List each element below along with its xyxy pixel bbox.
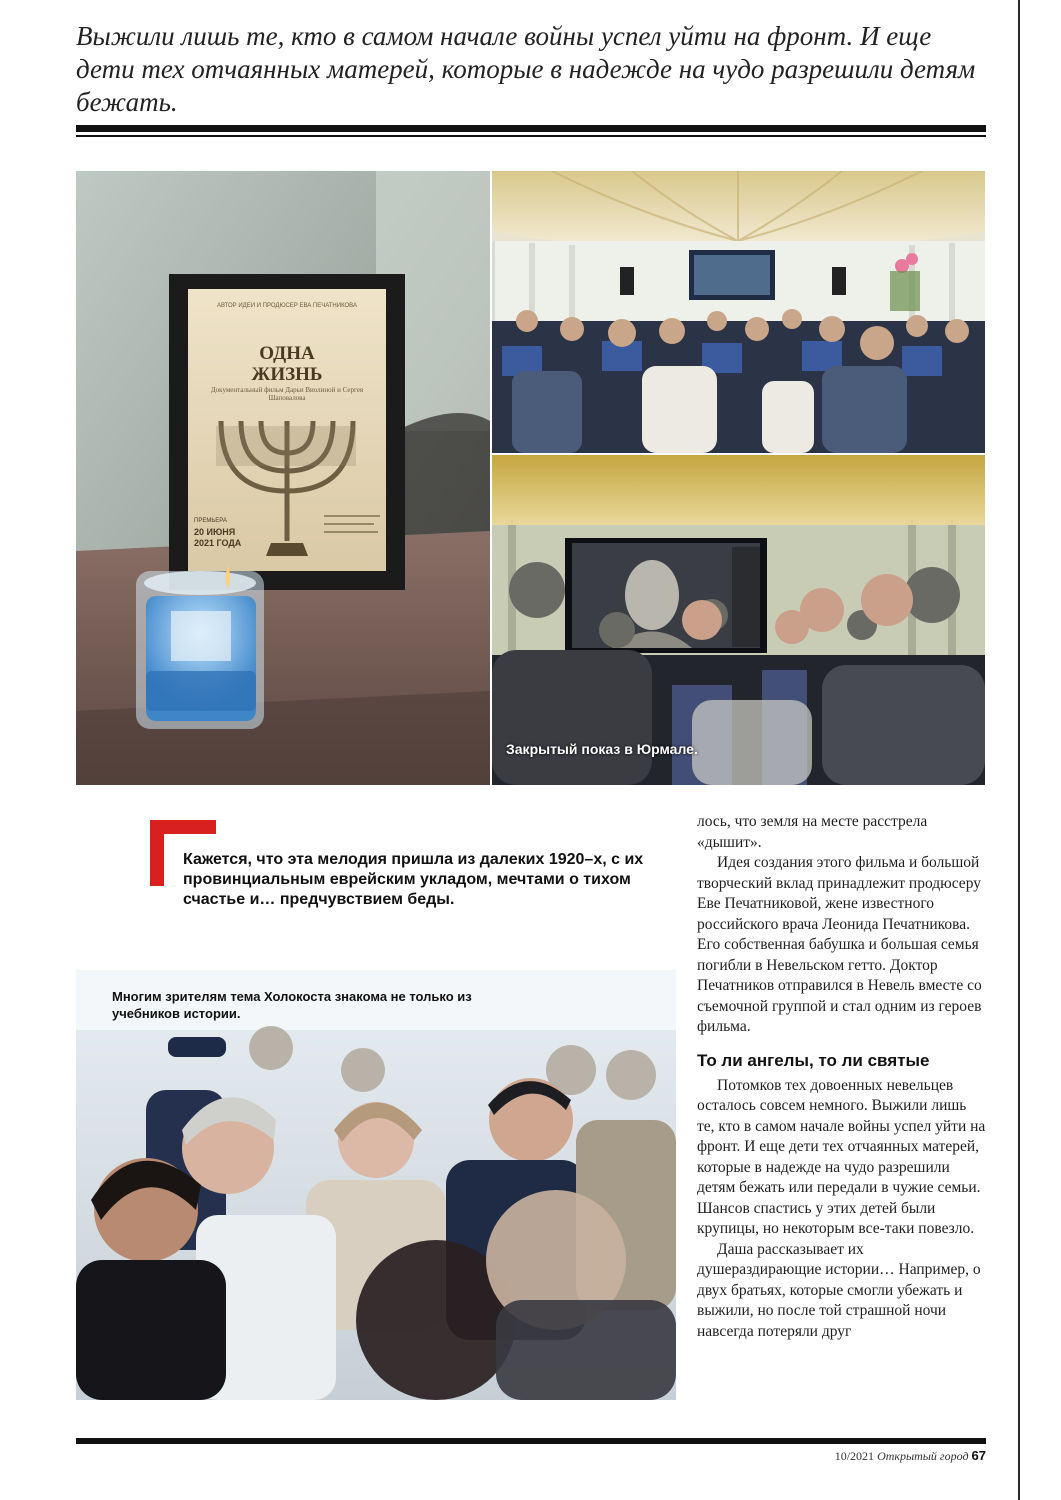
photo-audience: [76, 970, 676, 1400]
top-rule-thick: [76, 125, 986, 132]
photo-tent-hall: [492, 171, 985, 453]
right-margin-rule: [1018, 0, 1020, 1500]
footer-magazine: Открытый город: [877, 1449, 969, 1463]
top-rule-thin: [76, 135, 986, 137]
pull-quote: Выжили лишь те, кто в самом начале войны успел уйти на фронт. И еще дети тех отчаянных матерей, которые в надежде на чудо разрешили детям бежать.: [76, 21, 976, 117]
footer-issue: 10/2021: [834, 1449, 875, 1463]
bottom-rule: [76, 1438, 986, 1444]
page-number: 67: [971, 1448, 986, 1463]
article-heading: То ли ангелы, то ли святые: [697, 1050, 930, 1070]
poster-title-1: ОДНА: [259, 343, 315, 364]
poster-premiere-label: ПРЕМЬЕРА: [194, 518, 227, 524]
caption-screening: Закрытый показ в Юрмале.: [506, 741, 698, 757]
article-paragraph-2: Идея создания этого фильма и большой творческий вклад принадлежит продюсеру Еве Печатниковой, жене известного российского врача Леонида Печатникова. Его собственная бабушка и большая семья погибли в Невельском гетто. Доктор Печатников отправился в Невель вместе со съемочной группой и стал одним из героев фильма.: [697, 854, 982, 1035]
article-paragraph-3: Потомков тех довоенных невельцев осталось совсем немного. Выжили лишь те, кто в самом начале войны успел уйти на фронт. И еще дети тех отчаянных матерей, которые в надежде на чудо разрешили детям бежать или передали в чужие семьи. Шансов спастись у этих детей были крупицы, но некоторым все-таки повезло.: [697, 1076, 986, 1237]
poster-year: 2021 ГОДА: [194, 538, 242, 548]
poster-subtitle: Документальный фильм Дарьи Виолиной и Сергея Шаповалова: [210, 386, 364, 402]
photo-screening: [492, 455, 985, 785]
intro-quote: Кажется, что эта мелодия пришла из далеких 1920–х, с их провинциальным еврейским укладом, мечтами о тихом счастье и… предчувствием беды.: [183, 851, 644, 908]
poster-date: 20 ИЮНЯ: [194, 527, 236, 537]
poster-credit: АВТОР ИДЕИ И ПРОДЮСЕР ЕВА ПЕЧАТНИКОВА: [217, 303, 357, 309]
photo-candle-poster: [76, 171, 490, 785]
poster-title-2: ЖИЗНЬ: [251, 364, 323, 385]
article-column: [697, 812, 987, 1342]
article-paragraph-4: Даша рассказывает их душераздирающие истории… Например, о двух братьях, которые смогли убежать и выжили, но после той страшной ночи навсегда потеряли друг: [697, 1240, 981, 1340]
caption-audience: Многим зрителям тема Холокоста знакома не только из учебников истории.: [112, 989, 472, 1021]
page-footer: [835, 1448, 986, 1464]
article-paragraph-1: лось, что земля на месте расстрела «дышит».: [697, 813, 928, 851]
